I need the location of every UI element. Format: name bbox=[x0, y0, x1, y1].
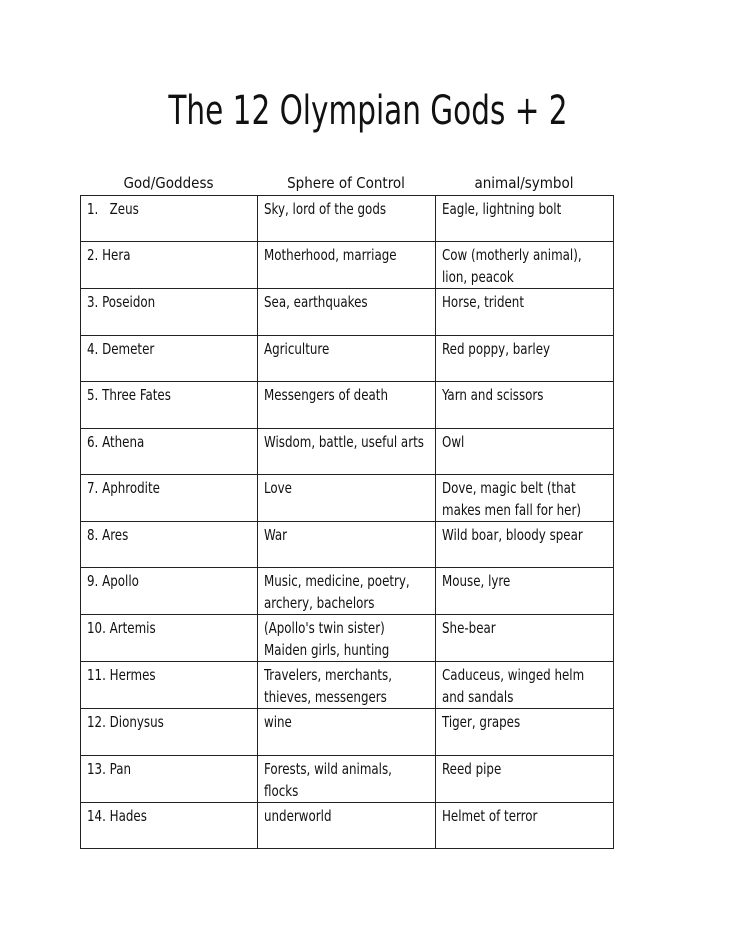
god-cell-text: 5. Three Fates bbox=[87, 386, 171, 405]
god-cell-text: 6. Athena bbox=[87, 432, 145, 451]
symbol-cell bbox=[436, 709, 614, 755]
god-cell bbox=[81, 196, 258, 242]
symbol-cell-text: Helmet of terror bbox=[442, 806, 538, 825]
symbol-cell bbox=[436, 196, 614, 242]
table-row bbox=[81, 662, 614, 709]
god-cell bbox=[81, 755, 258, 802]
symbol-cell-text: Owl bbox=[442, 432, 465, 451]
god-cell-text: 14. Hades bbox=[87, 806, 147, 825]
column-headers bbox=[80, 174, 613, 194]
symbol-cell bbox=[436, 521, 614, 567]
symbol-cell-text: Caduceus, winged helm and sandals bbox=[442, 666, 585, 707]
table-row bbox=[81, 568, 614, 615]
symbol-cell bbox=[436, 382, 614, 428]
god-cell-text: 13. Pan bbox=[87, 759, 132, 778]
sphere-cell-text: Love bbox=[264, 478, 292, 497]
god-cell bbox=[81, 242, 258, 289]
god-cell-text: 4. Demeter bbox=[87, 339, 155, 358]
sphere-cell-text: Agriculture bbox=[264, 339, 330, 358]
table-row bbox=[81, 615, 614, 662]
sphere-cell-text: Sky, lord of the gods bbox=[264, 200, 387, 218]
symbol-cell-text: Cow (motherly animal), lion, peacok bbox=[442, 246, 582, 287]
sphere-cell-text: Messengers of death bbox=[264, 386, 388, 405]
god-cell-text: 10. Artemis bbox=[87, 619, 156, 638]
column-header-symbol: animal/symbol bbox=[474, 174, 574, 192]
sphere-cell-text: War bbox=[264, 525, 288, 544]
symbol-cell-text: Tiger, grapes bbox=[442, 713, 521, 732]
symbol-cell-text: Yarn and scissors bbox=[442, 386, 544, 405]
table-row bbox=[81, 755, 614, 802]
symbol-cell bbox=[436, 802, 614, 848]
god-cell-text: 7. Aphrodite bbox=[87, 478, 160, 497]
symbol-cell bbox=[436, 615, 614, 662]
god-cell bbox=[81, 709, 258, 755]
column-header-sphere: Sphere of Control bbox=[287, 174, 405, 192]
table-row bbox=[81, 335, 614, 381]
sphere-cell bbox=[258, 335, 436, 381]
god-cell bbox=[81, 662, 258, 709]
symbol-cell bbox=[436, 335, 614, 381]
table-row bbox=[81, 289, 614, 335]
sphere-cell-text: Forests, wild animals, flocks bbox=[264, 759, 392, 800]
sphere-cell bbox=[258, 196, 436, 242]
god-cell bbox=[81, 335, 258, 381]
sphere-cell-text: Music, medicine, poetry, archery, bachelors bbox=[264, 572, 410, 613]
page-title: The 12 Olympian Gods + 2 bbox=[168, 88, 568, 134]
symbol-cell bbox=[436, 755, 614, 802]
symbol-cell bbox=[436, 568, 614, 615]
table-row bbox=[81, 382, 614, 428]
symbol-cell-text: Eagle, lightning bolt bbox=[442, 200, 562, 218]
god-cell-text: 1. Zeus bbox=[87, 200, 139, 218]
god-cell bbox=[81, 802, 258, 848]
symbol-cell bbox=[436, 662, 614, 709]
god-cell bbox=[81, 382, 258, 428]
table-row bbox=[81, 474, 614, 521]
god-cell bbox=[81, 615, 258, 662]
sphere-cell bbox=[258, 662, 436, 709]
god-cell bbox=[81, 428, 258, 474]
god-cell-text: 11. Hermes bbox=[87, 666, 156, 685]
symbol-cell-text: She-bear bbox=[442, 619, 496, 638]
table-row bbox=[81, 428, 614, 474]
sphere-cell bbox=[258, 428, 436, 474]
sphere-cell bbox=[258, 755, 436, 802]
god-cell-text: 9. Apollo bbox=[87, 572, 139, 591]
symbol-cell-text: Red poppy, barley bbox=[442, 339, 551, 358]
sphere-cell bbox=[258, 568, 436, 615]
table-row bbox=[81, 242, 614, 289]
god-cell bbox=[81, 289, 258, 335]
god-cell-text: 8. Ares bbox=[87, 525, 129, 544]
symbol-cell-text: Horse, trident bbox=[442, 293, 524, 312]
sphere-cell bbox=[258, 289, 436, 335]
sphere-cell bbox=[258, 615, 436, 662]
symbol-cell-text: Wild boar, bloody spear bbox=[442, 525, 583, 544]
table-row bbox=[81, 802, 614, 848]
symbol-cell-text: Dove, magic belt (that makes men fall for her) bbox=[442, 478, 581, 519]
sphere-cell bbox=[258, 474, 436, 521]
gods-table bbox=[80, 195, 614, 849]
table-row bbox=[81, 196, 614, 242]
sphere-cell bbox=[258, 802, 436, 848]
sphere-cell-text: underworld bbox=[264, 806, 332, 825]
table-row bbox=[81, 709, 614, 755]
symbol-cell-text: Mouse, lyre bbox=[442, 572, 511, 591]
god-cell-text: 2. Hera bbox=[87, 246, 131, 265]
sphere-cell-text: Motherhood, marriage bbox=[264, 246, 397, 265]
symbol-cell bbox=[436, 242, 614, 289]
god-cell-text: 12. Dionysus bbox=[87, 713, 164, 732]
sphere-cell bbox=[258, 521, 436, 567]
column-header-god: God/Goddess bbox=[123, 174, 214, 192]
symbol-cell bbox=[436, 474, 614, 521]
symbol-cell bbox=[436, 428, 614, 474]
god-cell-text: 3. Poseidon bbox=[87, 293, 156, 312]
sphere-cell-text: Wisdom, battle, useful arts bbox=[264, 432, 424, 451]
sphere-cell bbox=[258, 382, 436, 428]
table-row bbox=[81, 521, 614, 567]
sphere-cell-text: wine bbox=[264, 713, 292, 732]
gods-table-body bbox=[81, 196, 614, 849]
symbol-cell bbox=[436, 289, 614, 335]
sphere-cell-text: Travelers, merchants, thieves, messengers bbox=[264, 666, 392, 707]
sphere-cell bbox=[258, 242, 436, 289]
sphere-cell bbox=[258, 709, 436, 755]
sphere-cell-text: Sea, earthquakes bbox=[264, 293, 368, 312]
sphere-cell-text: (Apollo's twin sister) Maiden girls, hunting bbox=[264, 619, 390, 660]
god-cell bbox=[81, 474, 258, 521]
god-cell bbox=[81, 568, 258, 615]
symbol-cell-text: Reed pipe bbox=[442, 759, 502, 778]
god-cell bbox=[81, 521, 258, 567]
